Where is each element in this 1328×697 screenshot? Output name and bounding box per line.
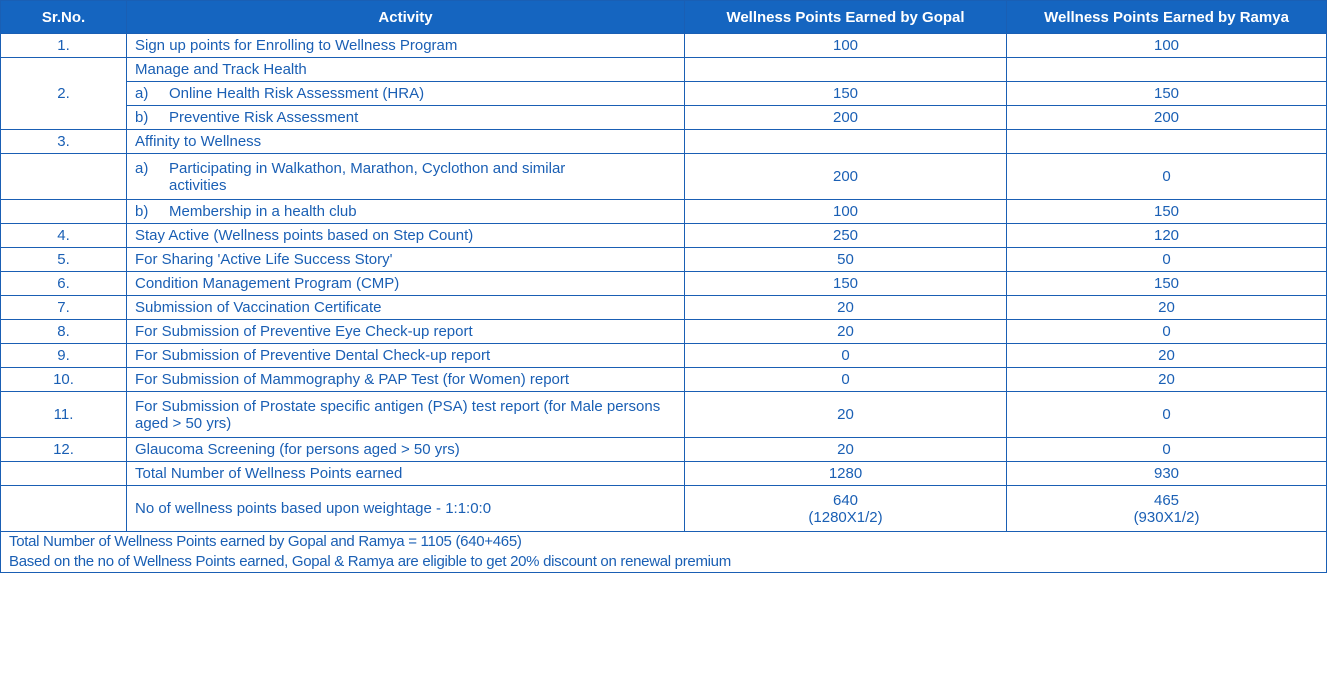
table-row (1, 296, 1327, 320)
table-row (1, 200, 1327, 224)
weightage-ramya-points (1007, 486, 1327, 532)
row-activity: Manage and Track Health (127, 58, 685, 82)
weightage-ramya-value: 465 (1153, 491, 1180, 509)
table-row (1, 154, 1327, 200)
row-gopal-points: 50 (685, 248, 1007, 272)
row-gopal-points: 20 (685, 392, 1007, 438)
weightage-row-number (1, 486, 127, 532)
total-row (1, 462, 1327, 486)
row-ramya-points: 20 (1007, 296, 1327, 320)
row-ramya-points: 0 (1007, 320, 1327, 344)
row-gopal-points: 0 (685, 368, 1007, 392)
row-gopal-points: 20 (685, 320, 1007, 344)
row-ramya-points: 150 (1007, 272, 1327, 296)
row-activity (127, 200, 685, 224)
row-ramya-points: 200 (1007, 106, 1327, 130)
table-row (1, 106, 1327, 130)
row-number (1, 154, 127, 200)
row-gopal-points (685, 58, 1007, 82)
row-ramya-points: 20 (1007, 344, 1327, 368)
row-activity: For Submission of Preventive Eye Check-up report (127, 320, 685, 344)
total-row-number (1, 462, 127, 486)
summary-total-line: Total Number of Wellness Points earned by Gopal and Ramya = 1105 (640+465) (9, 533, 522, 550)
row-ramya-points: 120 (1007, 224, 1327, 248)
summary-discount-line: Based on the no of Wellness Points earned, Gopal & Ramya are eligible to get 20% discount on renewal premium (9, 553, 731, 570)
row-ramya-points: 0 (1007, 248, 1327, 272)
table-row (1, 130, 1327, 154)
row-activity: For Submission of Prostate specific antigen (PSA) test report (for Male persons aged > 50 yrs) (127, 392, 685, 438)
row-gopal-points: 100 (685, 34, 1007, 58)
row-ramya-points (1007, 130, 1327, 154)
weightage-label: No of wellness points based upon weightage - 1:1:0:0 (127, 486, 685, 532)
row-ramya-points (1007, 58, 1327, 82)
total-gopal-points: 1280 (685, 462, 1007, 486)
header-activity: Activity (127, 1, 685, 34)
total-label: Total Number of Wellness Points earned (127, 462, 685, 486)
row-number: 8. (1, 320, 127, 344)
row-gopal-points: 200 (685, 154, 1007, 200)
sub-item-marker: a) (135, 159, 149, 177)
row-number: 5. (1, 248, 127, 272)
row-activity: Stay Active (Wellness points based on Step Count) (127, 224, 685, 248)
sub-item-marker: b) (135, 203, 149, 220)
row-activity: Affinity to Wellness (127, 130, 685, 154)
table-row (1, 438, 1327, 462)
row-ramya-points: 150 (1007, 200, 1327, 224)
row-number: 10. (1, 368, 127, 392)
table-row (1, 248, 1327, 272)
table-row (1, 58, 1327, 82)
row-number: 1. (1, 34, 127, 58)
sub-item-marker: a) (135, 85, 149, 102)
row-activity (127, 82, 685, 106)
summary-note (1, 532, 1327, 573)
total-ramya-points: 930 (1007, 462, 1327, 486)
row-activity: For Submission of Preventive Dental Check-up report (127, 344, 685, 368)
row-number: 2. (1, 58, 127, 130)
row-activity (127, 106, 685, 130)
row-gopal-points: 20 (685, 296, 1007, 320)
row-activity: Condition Management Program (CMP) (127, 272, 685, 296)
row-gopal-points: 150 (685, 272, 1007, 296)
row-ramya-points: 100 (1007, 34, 1327, 58)
row-ramya-points: 0 (1007, 438, 1327, 462)
row-number: 6. (1, 272, 127, 296)
row-number (1, 200, 127, 224)
sub-item-text: Participating in Walkathon, Marathon, Cyclothon and similar activities (169, 159, 566, 194)
row-ramya-points: 0 (1007, 392, 1327, 438)
row-number: 9. (1, 344, 127, 368)
footer-row (1, 532, 1327, 573)
header-gopal: Wellness Points Earned by Gopal (685, 1, 1007, 34)
table-row (1, 392, 1327, 438)
row-number: 12. (1, 438, 127, 462)
row-ramya-points: 20 (1007, 368, 1327, 392)
weightage-gopal-points (685, 486, 1007, 532)
row-ramya-points: 0 (1007, 154, 1327, 200)
table-row (1, 320, 1327, 344)
row-gopal-points: 20 (685, 438, 1007, 462)
row-gopal-points: 100 (685, 200, 1007, 224)
row-activity: Submission of Vaccination Certificate (127, 296, 685, 320)
weightage-gopal-value: 640 (832, 491, 859, 509)
row-activity: Glaucoma Screening (for persons aged > 50 yrs) (127, 438, 685, 462)
table-header-row (1, 1, 1327, 34)
row-number: 4. (1, 224, 127, 248)
table-row (1, 224, 1327, 248)
row-number: 3. (1, 130, 127, 154)
sub-item-marker: b) (135, 109, 149, 126)
row-activity: For Submission of Mammography & PAP Test (for Women) report (127, 368, 685, 392)
row-gopal-points: 150 (685, 82, 1007, 106)
sub-item-text: Online Health Risk Assessment (HRA) (169, 85, 425, 102)
row-ramya-points: 150 (1007, 82, 1327, 106)
row-activity: For Sharing 'Active Life Success Story' (127, 248, 685, 272)
weightage-gopal-calc: (1280X1/2) (808, 508, 883, 526)
header-ramya: Wellness Points Earned by Ramya (1007, 1, 1327, 34)
sub-item-text: Membership in a health club (169, 203, 357, 220)
row-gopal-points: 0 (685, 344, 1007, 368)
row-number: 7. (1, 296, 127, 320)
row-gopal-points: 200 (685, 106, 1007, 130)
sub-item-text: Preventive Risk Assessment (169, 109, 359, 126)
table-row (1, 272, 1327, 296)
row-activity: Sign up points for Enrolling to Wellness Program (127, 34, 685, 58)
header-srno: Sr.No. (1, 1, 127, 34)
table-row (1, 82, 1327, 106)
row-gopal-points (685, 130, 1007, 154)
table-row (1, 368, 1327, 392)
table-row (1, 344, 1327, 368)
row-number: 11. (1, 392, 127, 438)
row-activity (127, 154, 685, 200)
table-row (1, 34, 1327, 58)
row-gopal-points: 250 (685, 224, 1007, 248)
weightage-ramya-calc: (930X1/2) (1133, 508, 1200, 526)
weightage-row (1, 486, 1327, 532)
